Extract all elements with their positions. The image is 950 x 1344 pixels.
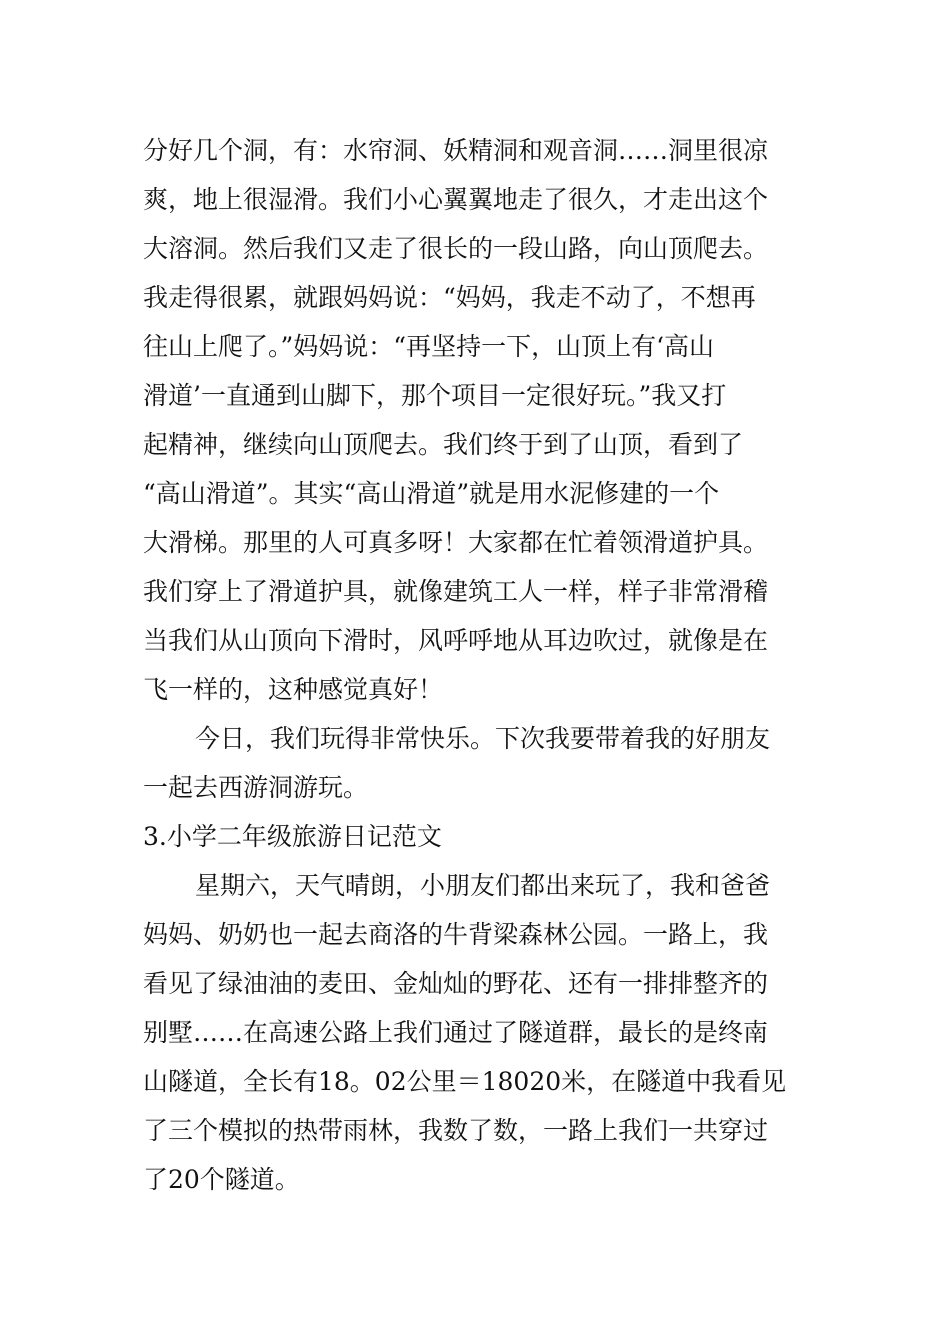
- text-line: 我走得很累，就跟妈妈说：“妈妈，我走不动了，不想再: [143, 283, 756, 312]
- text-line: 飞一样的，这种感觉真好！: [143, 675, 444, 704]
- text-line: 往山上爬了。”妈妈说：“再坚持一下，山顶上有‘高山: [143, 332, 715, 361]
- text-line: “高山滑道”。其实“高山滑道”就是用水泥修建的一个: [143, 479, 720, 508]
- text-line: 当我们从山顶向下滑时，风呼呼地从耳边吹过，就像是在: [143, 626, 769, 655]
- paragraph-start-line: 星期六，天气晴朗，小朋友们都出来玩了，我和爸爸: [195, 871, 771, 900]
- text-line: 爽，地上很湿滑。我们小心翼翼地走了很久，才走出这个: [143, 185, 769, 214]
- text-line: 我们穿上了滑道护具，就像建筑工人一样，样子非常滑稽: [143, 577, 769, 606]
- text-line: 起精神，继续向山顶爬去。我们终于到了山顶，看到了: [143, 430, 744, 459]
- document-body: [143, 126, 843, 1204]
- text-line: 了三个模拟的热带雨林，我数了数，一路上我们一共穿过: [143, 1116, 769, 1145]
- paragraph-start-line: 今日，我们玩得非常快乐。下次我要带着我的好朋友: [195, 724, 771, 753]
- text-line: 一起去西游洞游玩。: [143, 773, 369, 802]
- text-line: 大滑梯。那里的人可真多呀！大家都在忙着领滑道护具。: [143, 528, 769, 557]
- text-line: 妈妈、奶奶也一起去商洛的牛背梁森林公园。一路上，我: [143, 920, 769, 949]
- text-line: 别墅……在高速公路上我们通过了隧道群，最长的是终南: [143, 1018, 769, 1047]
- text-line: 分好几个洞，有：水帘洞、妖精洞和观音洞……洞里很凉: [143, 136, 769, 165]
- text-line: 大溶洞。然后我们又走了很长的一段山路，向山顶爬去。: [143, 234, 769, 263]
- text-line: 看见了绿油油的麦田、金灿灿的野花、还有一排排整齐的: [143, 969, 769, 998]
- text-line: 滑道’一直通到山脚下，那个项目一定很好玩。”我又打: [143, 381, 727, 410]
- text-line: 山隧道，全长有18。02公里＝18020米，在隧道中我看见: [143, 1067, 787, 1096]
- section-heading: 3.小学二年级旅游日记范文: [143, 822, 442, 851]
- text-line: 了20个隧道。: [143, 1165, 300, 1194]
